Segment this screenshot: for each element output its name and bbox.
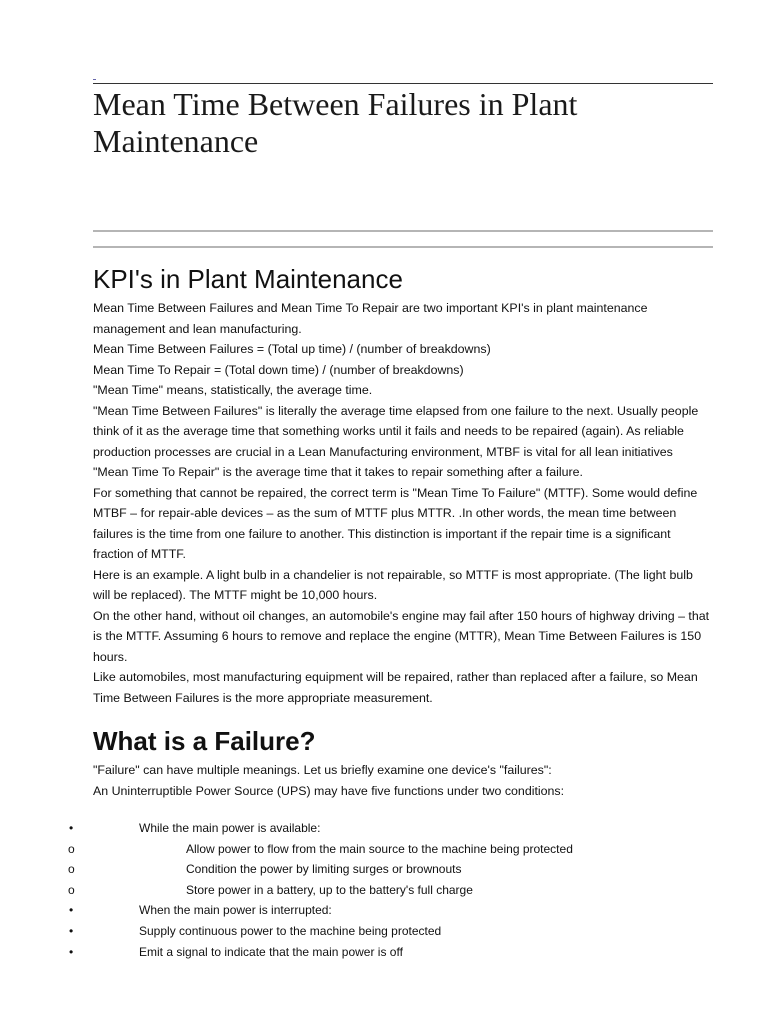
bullet-circle-icon: o [68,862,75,877]
paragraph: An Uninterruptible Power Source (UPS) may have five functions under two conditions: [93,783,565,798]
section-body-kpis [93,298,713,708]
list-item [0,839,768,860]
bullet-dot-icon: • [69,944,74,959]
paragraph: For something that cannot be repaired, the correct term is "Mean Time To Failure" (MTTF). Some would define MTBF – for repair-able devices – as the sum of MTTF plus MTTR. .In other words, the mean time between failures is the time from one failure to another. This distinction is important if the repair time is a significant fraction of MTTF. [93,485,698,561]
bullet-circle-icon: o [68,882,75,897]
bullet-dot-icon: • [69,821,74,835]
document-body [93,262,713,801]
bullet-dot-icon: • [69,923,74,938]
bullet-dot-icon: • [69,903,74,918]
section-heading-kpis: KPI's in Plant Maintenance [93,264,403,294]
list-item [0,818,768,839]
paragraph: Mean Time Between Failures = (Total up time) / (number of breakdowns) [93,342,491,356]
list-item-text: When the main power is interrupted: [139,903,332,918]
list-item [0,859,768,880]
section-heading-failure: What is a Failure? [93,726,316,756]
list-item [0,900,768,921]
top-rule [93,83,713,84]
paragraph: Here is an example. A light bulb in a chandelier is not repairable, so MTTF is most appropriate. (The light bulb will be replaced). The MTTF might be 10,000 hours. [93,567,693,602]
paragraph: Mean Time To Repair = (Total down time) / (number of breakdowns) [93,362,464,377]
section-body-failure [93,760,713,801]
bullet-circle-icon: o [68,841,75,856]
divider-line [93,246,713,248]
anchor-mark[interactable] [93,79,96,80]
paragraph: "Mean Time" means, statistically, the average time. [93,383,373,397]
document-title: Mean Time Between Failures in Plant Maintenance [93,86,578,159]
divider-line [93,230,713,232]
list-item [0,921,768,942]
list-item-text: Allow power to flow from the main source to the machine being protected [186,841,573,856]
list-item-text: Condition the power by limiting surges or brownouts [186,862,462,877]
paragraph: "Mean Time To Repair" is the average time that it takes to repair something after a failure. [93,465,583,479]
paragraph: Like automobiles, most manufacturing equipment will be repaired, rather than replaced after a failure, so Mean Time Between Failures is the more appropriate measurement. [93,670,698,705]
bullet-list [0,818,768,962]
paragraph: Mean Time Between Failures and Mean Time To Repair are two important KPI's in plant maintenance management and lean manufacturing. [93,301,648,336]
paragraph: On the other hand, without oil changes, an automobile's engine may fail after 150 hours of highway driving – that is the MTTF. Assuming 6 hours to remove and replace the engine (MTTR), Mean Time Between Failures is 150 hours. [93,608,710,664]
list-item-text: While the main power is available: [139,821,321,835]
list-item-text: Emit a signal to indicate that the main power is off [139,944,403,959]
list-item [0,942,768,963]
list-item-text: Store power in a battery, up to the battery's full charge [186,882,473,897]
paragraph: "Mean Time Between Failures" is literally the average time elapsed from one failure to the next. Usually people think of it as the average time that something works until it fails and needs to be repaired (again). As reliable production processes are crucial in a Lean Manufacturing environment, MTBF is vital for all lean initiatives [93,403,699,459]
paragraph: "Failure" can have multiple meanings. Let us briefly examine one device's "failures": [93,763,552,777]
list-item-text: Supply continuous power to the machine being protected [139,923,442,938]
list-item [0,880,768,901]
